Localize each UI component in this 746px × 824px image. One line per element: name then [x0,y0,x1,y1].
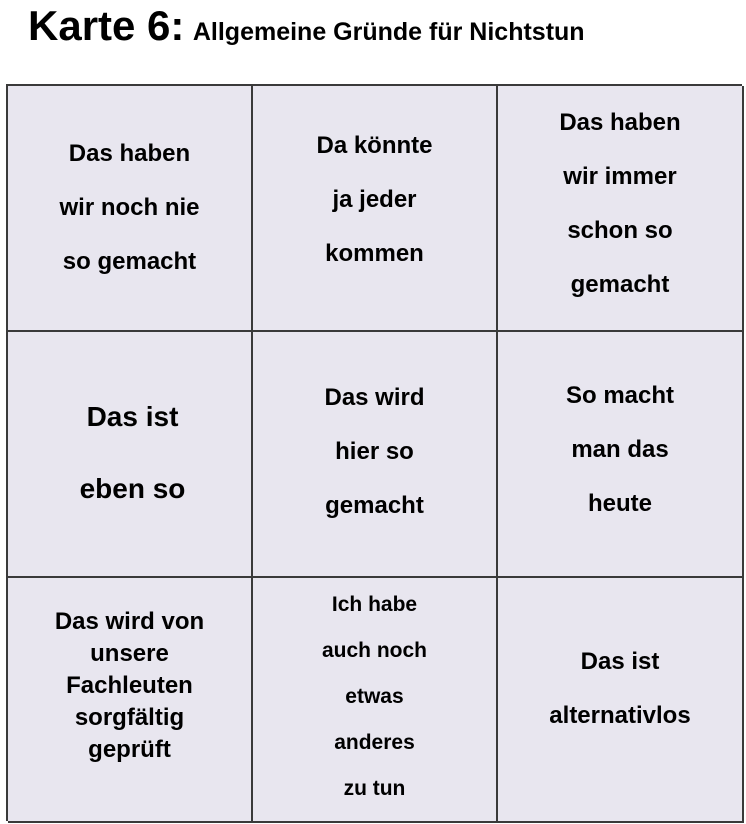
card-number: Karte 6: [28,2,185,49]
phrase-cell [253,578,498,823]
page-title [28,2,585,50]
phrase-cell [253,332,498,578]
phrase-text: Ich habe auch noch etwas anderes zu tun [321,592,427,800]
phrase-cell [498,578,744,823]
phrase-grid [6,84,742,821]
phrase-text: Das haben wir immer schon so gemacht [559,109,681,298]
phrase-text: Das ist alternativlos [549,647,691,729]
card-subtitle: Allgemeine Gründe für Nichtstun [192,18,585,46]
phrase-text: Das wird von unsere Fachleuten sorgfältig geprüft [54,607,205,763]
phrase-text: So macht man das heute [565,382,675,517]
phrase-cell [8,332,253,578]
phrase-text: Das ist eben so [79,401,186,504]
phrase-text: Das wird hier so gemacht [324,384,425,519]
phrase-text: Das haben wir noch nie so gemacht [59,140,200,275]
phrase-cell [8,578,253,823]
phrase-cell [8,86,253,332]
phrase-text: Da könnte ja jeder kommen [316,132,433,267]
phrase-cell [498,86,744,332]
phrase-cell [253,86,498,332]
phrase-cell [498,332,744,578]
